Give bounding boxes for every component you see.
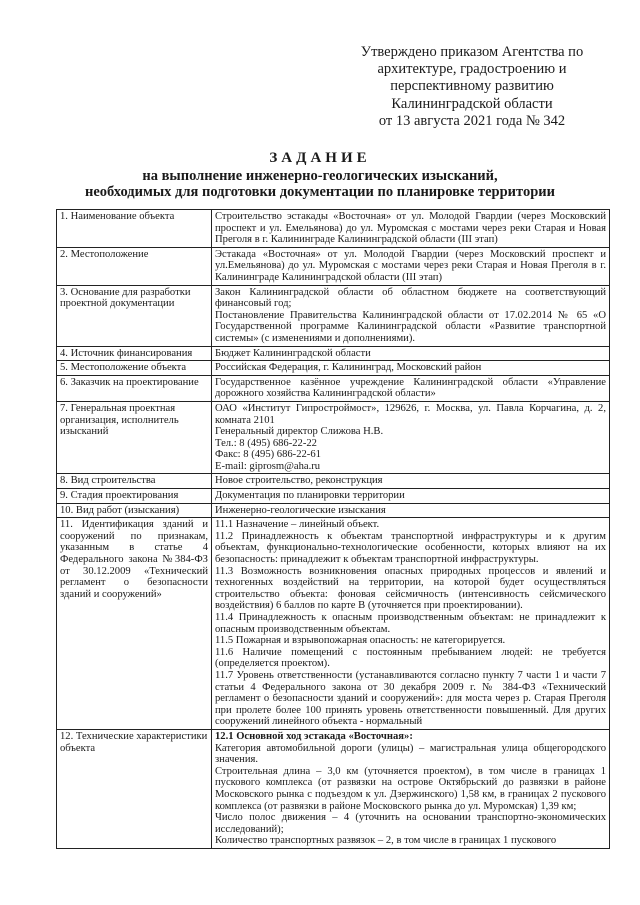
task-table [56, 209, 610, 849]
row-label: 9. Стадия проектирования [57, 489, 212, 504]
row-label: 12. Технические характеристики объекта [57, 729, 212, 848]
table-row [57, 474, 610, 489]
document-subtitle-line: на выполнение инженерно-геологических изысканий, [142, 167, 498, 184]
value-line: 11.1 Назначение – линейный объект. [215, 519, 380, 531]
table-row [57, 346, 610, 361]
table-row [57, 210, 610, 248]
value-line: Новое строительство, реконструкция [215, 475, 383, 487]
value-line: Строительство эстакады «Восточная» от ул. Молодой Гвардии (через Московский проспект и ул. Емельянова) до ул. Муромская с мостами через реки Старая и Новая Преголя в г. Калининграде Калининградской области (III этап) [215, 211, 606, 246]
email-value: E-mail: giprosm@aha.ru [215, 460, 321, 472]
value-line: 11.7 Уровень ответственности (устанавливаются согласно пункту 7 части 1 и части 7 статьи 4 Федерального закона от 30 декабря 2009 г. № 384-ФЗ «Технический регламент о безопасности зданий и сооружений»: для моста через р. Старая Преголя при пролете более 100 принять уровень ответственности повышенный. Для других сооружений линейного объекта - нормальный [215, 669, 606, 728]
row-label: 5. Местоположение объекта [57, 361, 212, 376]
table-row [57, 401, 610, 474]
value-line: Бюджет Калининградской области [215, 347, 371, 359]
approval-line: Утверждено приказом Агентства по [360, 44, 584, 60]
value-line: Российская Федерация, г. Калининград, Московский район [215, 362, 482, 374]
value-line: Эстакада «Восточная» от ул. Молодой Гвардии (через Московский проспект и ул.Емельянова) до ул. Муромская с мостами через реки Старая и Новая Преголя в г. Калининграде Калининградской области (III этап) [215, 248, 606, 283]
row-value [212, 346, 610, 361]
row-value [212, 401, 610, 474]
row-label: 3. Основание для разработки проектной документации [57, 285, 212, 346]
row-value [212, 210, 610, 248]
document-title: ЗАДАНИЕ [269, 150, 371, 166]
table-row [57, 361, 610, 376]
value-line: 11.4 Принадлежность к опасным производственным объектам: не принадлежит к опасным производственным объектам. [215, 612, 606, 635]
row-label: 11. Идентификация зданий и сооружений по признакам, указанным в статье 4 Федерального закона №384-ФЗ от 30.12.2009 «Технический регламент о безопасности зданий и сооружений» [57, 518, 212, 730]
row-value [212, 361, 610, 376]
approval-line: Калининградской области [391, 95, 553, 112]
row-label: 1. Наименование объекта [57, 210, 212, 248]
row-value [212, 729, 610, 848]
row-value [212, 503, 610, 518]
value-line: Документация по планировки территории [215, 490, 405, 502]
value-line: Инженерно-геологические изыскания [215, 504, 386, 516]
value-line: Государственное казённое учреждение Калининградской области «Управление дорожного хозяйства Калининградской области» [215, 376, 606, 400]
value-line: Категория автомобильной дороги (улицы) – магистральная улица общегородского значения. [215, 742, 606, 766]
value-line: ОАО «Институт Гипростроймост», 129626, г. Москва, ул. Павла Корчагина, д. 2, комната 2101 [215, 402, 606, 426]
row-label: 8. Вид строительства [57, 474, 212, 489]
row-value [212, 285, 610, 346]
value-line: Тел.: 8 (495) 686-22-22 [215, 437, 317, 449]
row-value [212, 375, 610, 401]
row-value [212, 474, 610, 489]
approval-line: перспективному развитию [390, 78, 554, 95]
row-label: 6. Заказчик на проектирование [57, 375, 212, 401]
row-label: 7. Генеральная проектная организация, исполнитель изысканий [57, 401, 212, 474]
value-line: Закон Калининградской области об областном бюджете на соответствующий финансовый год; [215, 286, 606, 310]
row-value [212, 518, 610, 730]
table-row [57, 247, 610, 285]
value-line: 11.3 Возможность возникновения опасных природных процессов и явлений и техногенных воздействий на территории, на которой будет осуществляться строительство объекта: фоновая сейсмичность (интенсивность сейсмического воздействия) 6 баллов по карте В (уточняется при проектировании). [215, 565, 606, 612]
row-label: 2. Местоположение [57, 247, 212, 285]
value-line: 11.5 Пожарная и взрывопожарная опасность: не категорируется. [215, 635, 506, 647]
document-heading [40, 150, 600, 201]
approval-line: архитектуре, градостроению и [377, 61, 567, 78]
value-line: 11.2 Принадлежность к объектам транспортной инфраструктуры и к другим объектам, функционально-технологические особенности, которых влияют на их безопасность: принадлежит к объектам транспортной инфраструктуры. [215, 530, 606, 566]
value-line: Число полос движения – 4 (уточнить на основании транспортно-экономических исследований); [215, 812, 606, 835]
approval-line: от 13 августа 2021 года № 342 [378, 112, 566, 129]
table-row [57, 489, 610, 504]
row-value [212, 489, 610, 504]
document-subtitle-line: необходимых для подготовки документации по планировке территории [85, 184, 555, 200]
value-line: 11.6 Наличие помещений с постоянным пребыванием людей: не требуется (определяется проектом). [215, 646, 606, 670]
value-line: Количество транспортных развязок – 2, в том числе в границах 1 пускового [215, 835, 557, 847]
row-value [212, 247, 610, 285]
value-heading: 12.1 Основной ход эстакада «Восточная»: [215, 730, 413, 742]
value-line: Строительная длина – 3,0 км (уточняется проектом), в том числе в границах 1 пускового комплекса (от развязки на острове Октябрьский до развязки в районе Московского рынка с подъездом к ул. Дзержинского) 1,58 км, в границах 2 пускового комплекса (от развязки в районе Московского рынка до ул. Муромская) 1,39 км; [215, 765, 606, 812]
row-label: 10. Вид работ (изыскания) [57, 503, 212, 518]
row-label: 4. Источник финансирования [57, 346, 212, 361]
table-row [57, 503, 610, 518]
table-row [57, 285, 610, 346]
value-line: Постановление Правительства Калининградской области от 17.02.2014 № 65 «О Государственной программе Калининградской области «Развитие транспортной системы» (с изменениями и дополнениями). [215, 309, 606, 344]
value-line: Генеральный директор Слижова Н.В. [215, 426, 384, 438]
table-row [57, 375, 610, 401]
value-line: Факс: 8 (495) 686-22-61 [215, 449, 321, 461]
approval-block [342, 44, 602, 130]
table-row [57, 729, 610, 848]
table-row [57, 518, 610, 730]
